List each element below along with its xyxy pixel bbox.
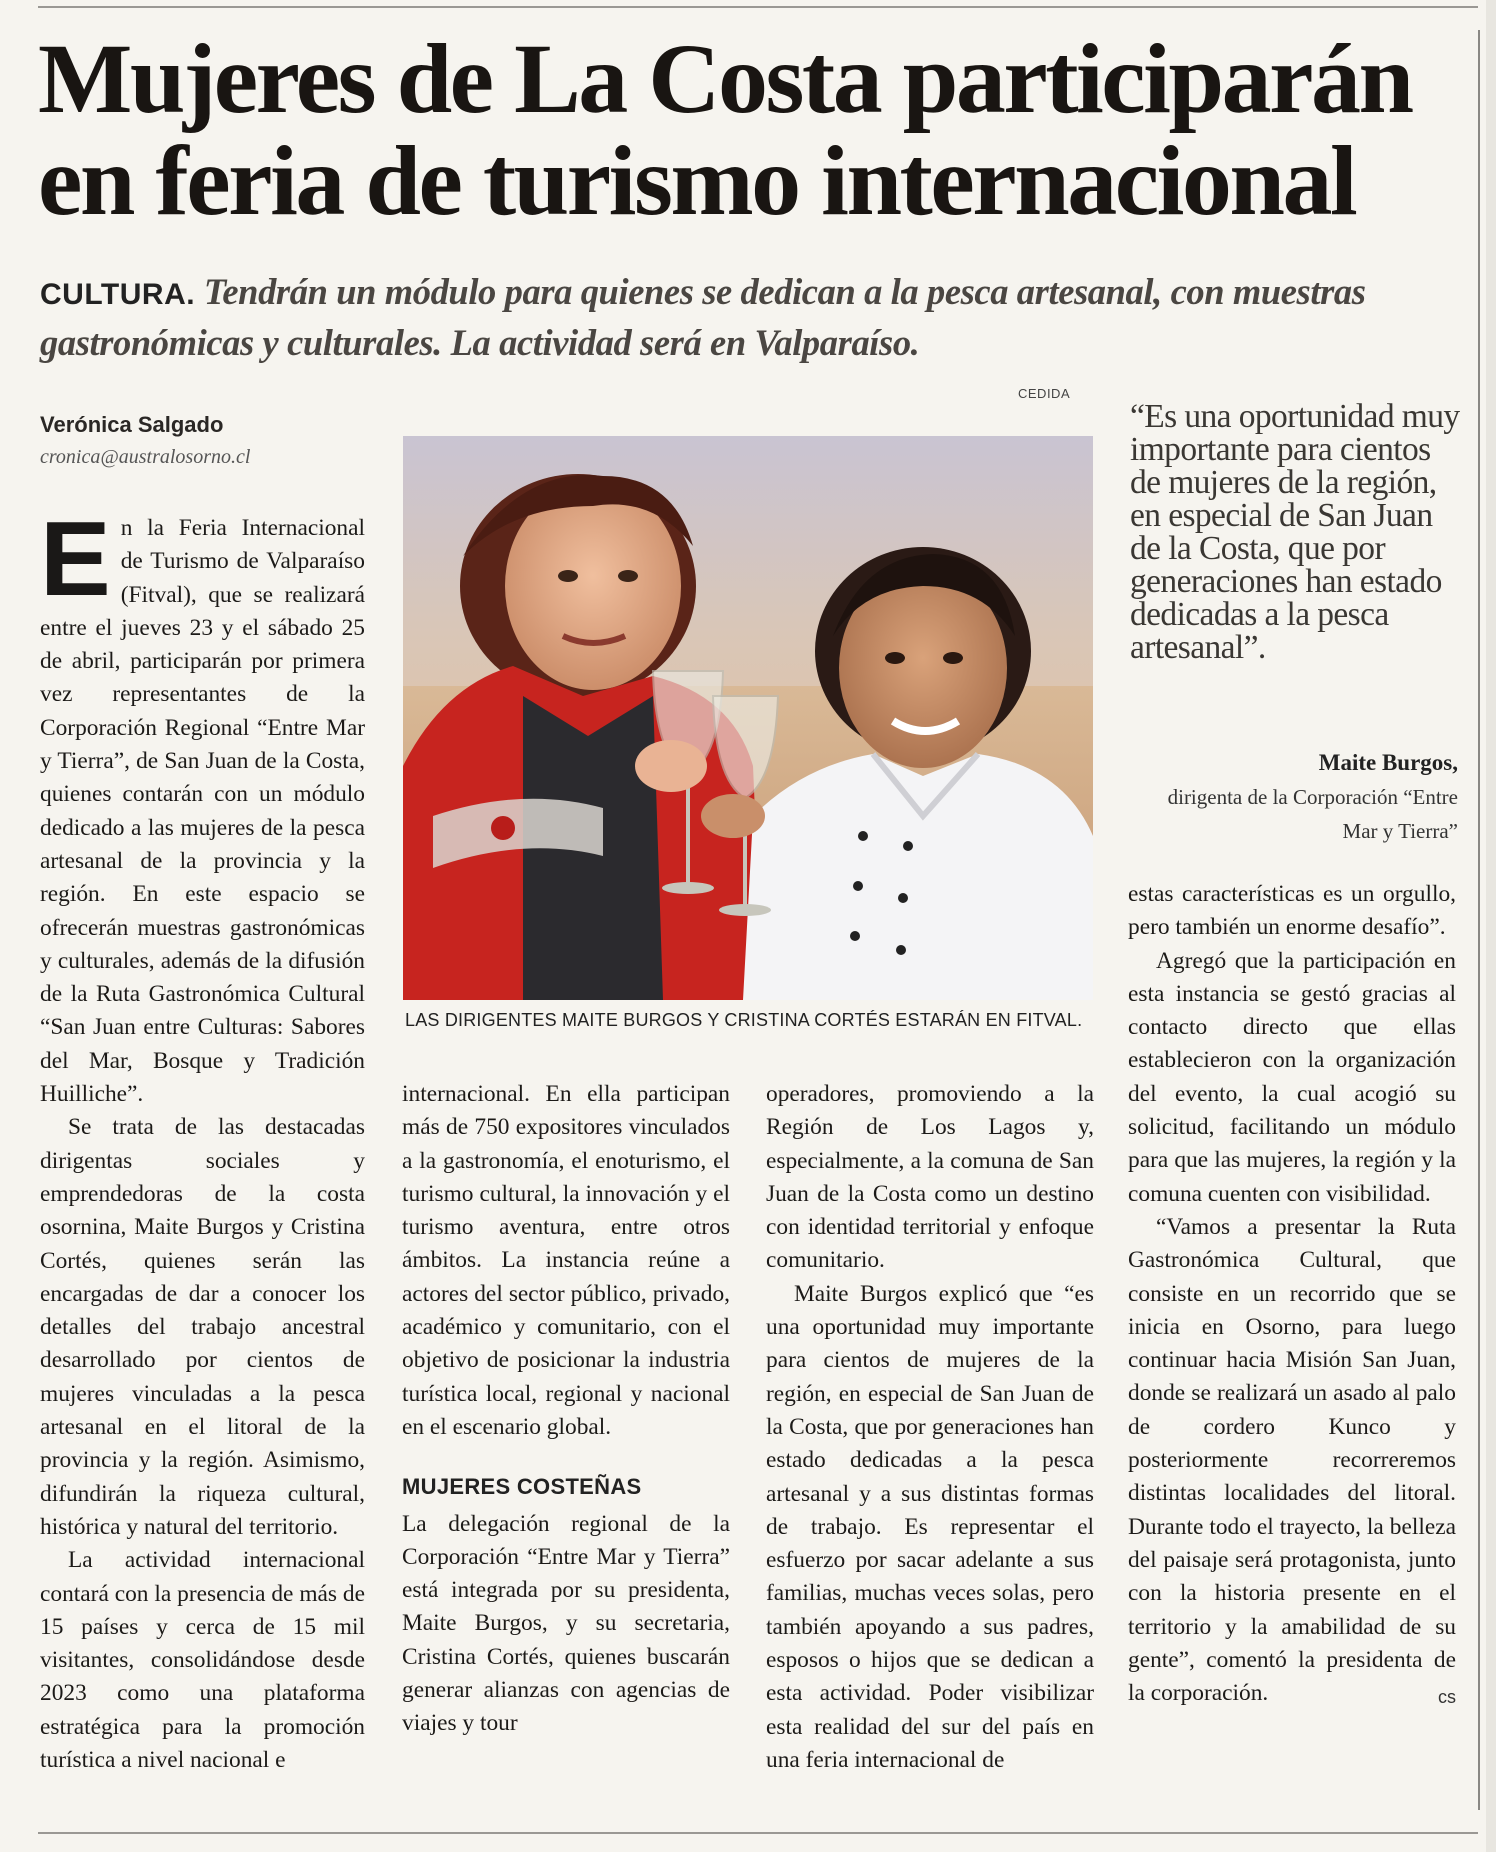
byline-email[interactable]: cronica@australosorno.cl xyxy=(40,446,251,468)
right-column-rule xyxy=(1478,30,1480,1810)
top-rule xyxy=(38,6,1478,8)
subhead: MUJERES COSTEÑAS xyxy=(402,1474,642,1500)
adjacent-page-edge xyxy=(1486,0,1496,1852)
bottom-rule xyxy=(38,1832,1478,1834)
body-paragraph-3b: internacional. En ella participan más de 750 expositores vinculados a la gastronomía, el enoturismo, el turismo cultural, la innovación y el turismo aventura, entre otros ámbitos. La instancia reúne a actores del sector público, privado, académico y comunitario, con el objetivo de posicionar la industria turística local, regional y nacional en el escenario global. xyxy=(402,1081,730,1440)
deck-text: Tendrán un módulo para quienes se dedican a la pesca artesanal, con muestras gastronómicas y culturales. La actividad será en Valparaíso. xyxy=(40,271,1366,363)
body-paragraph-1 xyxy=(40,500,365,1111)
body-paragraph-5a: Maite Burgos explicó que “es una oportunidad muy importante para cientos de mujeres de la región, en especial de San Juan de la Costa, que por generaciones han estado dedicadas a la pesca artesanal y a sus distintas formas de trabajo. Es representar el esfuerzo por sacar adelante a sus familias, muchas veces solas, pero también apoyando a sus padres, esposos o hijos que se dedican a esta actividad. Poder visibilizar esta realidad del sur del país en una feria internacional de xyxy=(766,1280,1094,1773)
photo-caption: LAS DIRIGENTES MAITE BURGOS Y CRISTINA CORTÉS ESTARÁN EN FITVAL. xyxy=(405,1010,1083,1030)
body-paragraph-7 xyxy=(1128,1211,1456,1710)
article-photo xyxy=(403,436,1093,1000)
body-column-3 xyxy=(766,1078,1094,1777)
end-mark: cs xyxy=(1438,1687,1456,1708)
photo-illustration xyxy=(403,436,1093,1000)
drop-cap: E xyxy=(40,500,111,618)
pull-quote-attribution xyxy=(1130,750,1458,848)
body-paragraph-2: Se trata de las destacadas dirigentas sociales y emprendedoras de la costa osornina, Maite Burgos y Cristina Cortés, quienes serán las encargadas de dar a conocer los detalles del trabajo ancestral desarrollado por cientos de mujeres vinculadas a la pesca artesanal en el litoral de la provincia y la región. Asimismo, difundirán la riqueza cultural, histórica y natural del territorio. xyxy=(40,1114,365,1540)
paragraph-7-text: “Vamos a presentar la Ruta Gastronómica Cultural, que consiste en un recorrido que se inicia en Osorno, para luego continuar hacia Misión San Juan, donde se realizará un asado al palo de cordero Kunco y posteriormente recorreremos distintas localidades del litoral. Durante todo el trayecto, la belleza del paisaje será protagonista, junto con la historia presente en el territorio y la amabilidad de su gente”, comentó la presidenta de la corporación. xyxy=(1128,1213,1456,1707)
section-kicker: CULTURA. xyxy=(40,278,196,311)
deck xyxy=(40,268,1460,367)
body-paragraph-3a: La actividad internacional contará con la presencia de más de 15 países y cerca de 15 mil visitantes, consolidándose desde 2023 como una plataforma estratégica para la promoción turística a nivel nacional e xyxy=(40,1547,365,1773)
paragraph-1-text: n la Feria Internacional de Turismo de Valparaíso (Fitval), que se realizará entre el jueves 23 y el sábado 25 de abril, participarán por primera vez representantes de la Corporación Regional “Entre Mar y Tierra”, de San Juan de la Costa, quienes contarán con un módulo dedicado a las mujeres de la pesca artesanal de la provincia y la región. En este espacio se ofrecerán muestras gastronómicas y culturales, además de la difusión de la Ruta Gastronómica Cultural “San Juan entre Culturas: Sabores del Mar, Bosque y Tradición Huilliche”. xyxy=(40,515,365,1108)
byline-author: Verónica Salgado xyxy=(40,412,224,437)
body-paragraph-4b: operadores, promoviendo a la Región de Los Lagos y, especialmente, a la comuna de San Juan de la Costa como un destino con identidad territorial y enfoque comunitario. xyxy=(766,1081,1094,1274)
right-woman-chef-jacket xyxy=(743,754,1093,1000)
pull-quote-name: Maite Burgos, xyxy=(1318,750,1458,775)
body-paragraph-4a: La delegación regional de la Corporación “Entre Mar y Tierra” está integrada por su presidenta, Maite Burgos, y su secretaria, Cristina Cortés, quienes buscarán generar alianzas con agencias de viajes y tour xyxy=(402,1510,730,1737)
pull-quote-role: dirigenta de la Corporación “Entre Mar y Tierra” xyxy=(1167,785,1458,843)
body-paragraph-5b: estas características es un orgullo, pero también un enorme desafío”. xyxy=(1128,881,1456,941)
body-paragraph-6: Agregó que la participación en esta instancia se gestó gracias al contacto directo que ellas establecieron con la organización del evento, la cual acogió su solicitud, facilitando un módulo para que las mujeres, la región y la comuna cuenten con visibilidad. xyxy=(1128,947,1456,1207)
photo-credit: CEDIDA xyxy=(1018,386,1071,401)
body-column-4 xyxy=(1128,878,1456,1714)
pull-quote: “Es una oportunidad muy importante para cientos de mujeres de la región, en especial de San Juan de la Costa, que por generaciones han estado dedicadas a la pesca artesanal”. xyxy=(1130,398,1460,666)
body-column-1 xyxy=(40,500,365,1777)
byline xyxy=(40,412,360,469)
body-column-2 xyxy=(402,1078,730,1741)
headline: Mujeres de La Costa participarán en feria de turismo internacional xyxy=(38,23,1412,236)
